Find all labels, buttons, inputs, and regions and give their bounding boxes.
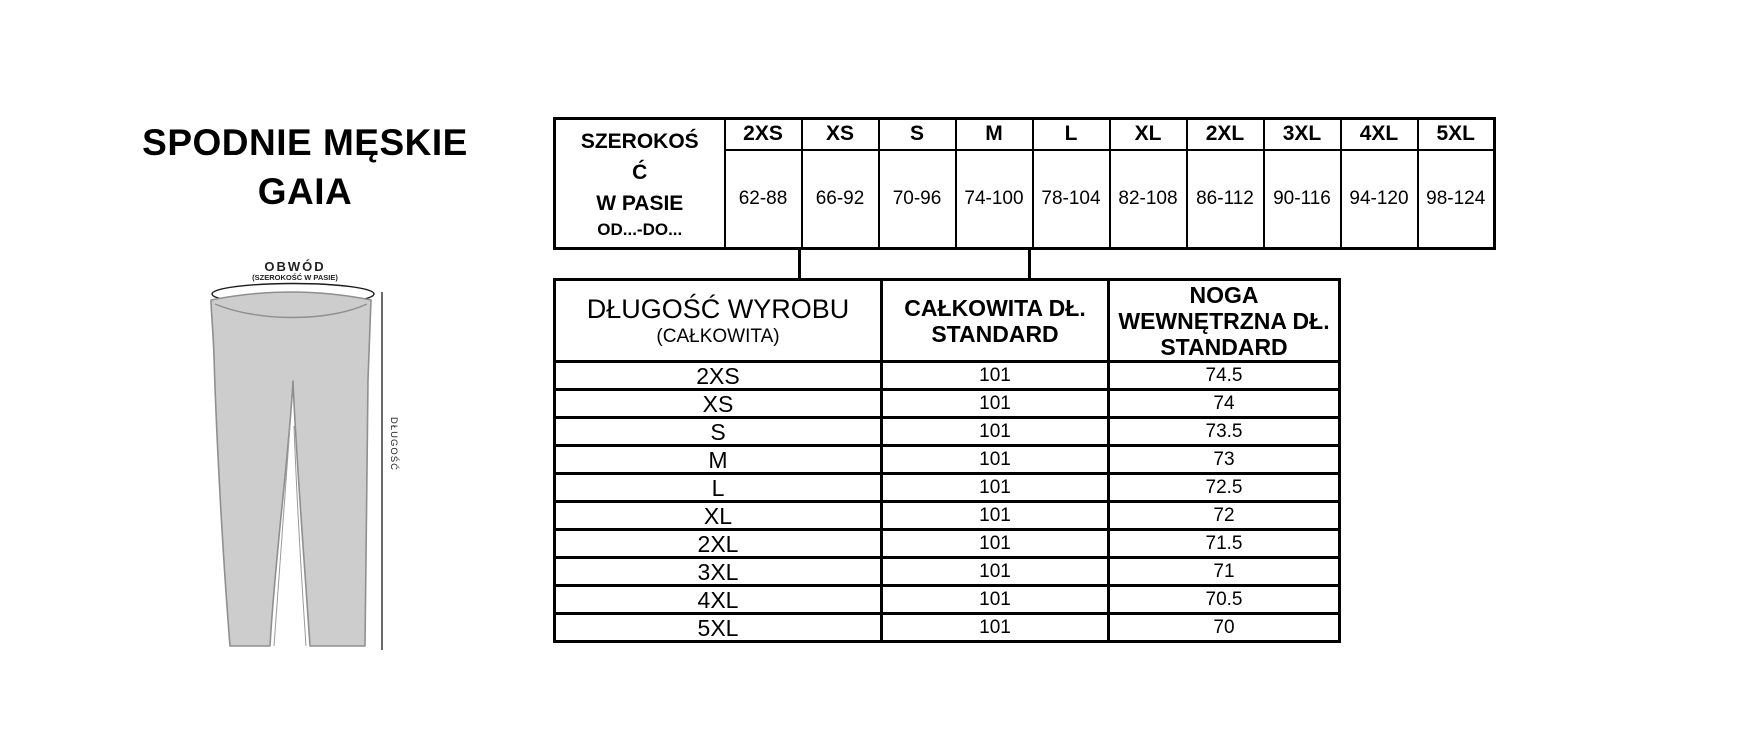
total-length-value: 101	[882, 586, 1109, 614]
size-label: M	[956, 119, 1033, 150]
waist-range-cell: 62-88	[725, 150, 802, 249]
length-table	[553, 278, 1341, 643]
inner-leg-header-line1: NOGA	[1189, 281, 1259, 308]
pants-diagram	[178, 246, 410, 666]
size-label: L	[1033, 119, 1110, 150]
waist-range-cell: 82-108	[1110, 150, 1187, 249]
row-size-label: 4XL	[555, 586, 882, 614]
table-row	[555, 530, 1340, 558]
waist-range-cell: 98-124	[1418, 150, 1495, 249]
total-length-header-cell	[882, 280, 1109, 362]
waist-range-cell: 90-116	[1264, 150, 1341, 249]
pants-shape	[211, 292, 371, 646]
row-size-label: 3XL	[555, 558, 882, 586]
inner-leg-header-line3: STANDARD	[1160, 333, 1288, 360]
table-row	[555, 558, 1340, 586]
waist-header-line1: SZEROKOŚ	[580, 130, 699, 153]
inner-leg-header-cell	[1109, 280, 1340, 362]
size-label: 4XL	[1341, 119, 1418, 150]
table-row	[555, 586, 1340, 614]
total-length-value: 101	[882, 614, 1109, 642]
length-table-header-row	[555, 280, 1340, 362]
total-length-value: 101	[882, 474, 1109, 502]
waist-range-cell: 78-104	[1033, 150, 1110, 249]
inner-leg-value: 73.5	[1109, 418, 1340, 446]
size-label: XS	[802, 119, 879, 150]
product-length-header-cell	[555, 280, 882, 362]
waist-header-line2: Ć	[632, 161, 648, 184]
row-size-label: 2XL	[555, 530, 882, 558]
table-row	[555, 418, 1340, 446]
waist-header-line4: OD...-DO...	[597, 220, 683, 239]
product-length-header-line1: DŁUGOŚĆ WYROBU	[586, 293, 850, 324]
total-length-value: 101	[882, 418, 1109, 446]
waist-circumference-label: OBWÓD	[264, 259, 326, 274]
waist-circumference-sublabel: (SZEROKOŚĆ W PASIE)	[252, 273, 338, 282]
table-row	[555, 390, 1340, 418]
table-row	[555, 474, 1340, 502]
inner-leg-value: 70.5	[1109, 586, 1340, 614]
inner-leg-value: 72.5	[1109, 474, 1340, 502]
total-length-value: 101	[882, 446, 1109, 474]
total-length-header-line2: STANDARD	[931, 320, 1059, 347]
size-label: 3XL	[1264, 119, 1341, 150]
size-header-row	[555, 119, 1495, 150]
row-size-label: M	[555, 446, 882, 474]
page-title-line1: SPODNIE MĘSKIE	[142, 122, 468, 163]
inner-leg-value: 71	[1109, 558, 1340, 586]
waist-size-table	[553, 117, 1496, 250]
page-title-line2: GAIA	[257, 171, 353, 212]
inner-leg-value: 72	[1109, 502, 1340, 530]
total-length-value: 101	[882, 390, 1109, 418]
table-row	[555, 502, 1340, 530]
waist-range-cell: 66-92	[802, 150, 879, 249]
row-size-label: L	[555, 474, 882, 502]
table-row	[555, 614, 1340, 642]
length-label: DŁUGOŚĆ	[388, 417, 399, 471]
table-row	[555, 446, 1340, 474]
table-row	[555, 362, 1340, 390]
size-label: S	[879, 119, 956, 150]
size-label: XL	[1110, 119, 1187, 150]
page-title	[100, 118, 510, 216]
total-length-value: 101	[882, 362, 1109, 390]
row-size-label: S	[555, 418, 882, 446]
size-label: 5XL	[1418, 119, 1495, 150]
inner-leg-value: 70	[1109, 614, 1340, 642]
row-size-label: XL	[555, 502, 882, 530]
inner-leg-value: 71.5	[1109, 530, 1340, 558]
total-length-header-line1: CAŁKOWITA DŁ.	[904, 294, 1086, 321]
waist-range-cell: 74-100	[956, 150, 1033, 249]
product-length-header-line2: (CAŁKOWITA)	[656, 325, 780, 347]
size-label: 2XS	[725, 119, 802, 150]
waist-range-cell: 70-96	[879, 150, 956, 249]
size-label: 2XL	[1187, 119, 1264, 150]
waist-range-cell: 94-120	[1341, 150, 1418, 249]
inner-leg-value: 74.5	[1109, 362, 1340, 390]
row-size-label: XS	[555, 390, 882, 418]
total-length-value: 101	[882, 502, 1109, 530]
waist-header-line3: W PASIE	[596, 192, 684, 215]
inner-leg-value: 73	[1109, 446, 1340, 474]
waist-range-cell: 86-112	[1187, 150, 1264, 249]
total-length-value: 101	[882, 558, 1109, 586]
waist-width-header-cell	[555, 119, 725, 249]
row-size-label: 5XL	[555, 614, 882, 642]
total-length-value: 101	[882, 530, 1109, 558]
inner-leg-value: 74	[1109, 390, 1340, 418]
row-size-label: 2XS	[555, 362, 882, 390]
inner-leg-header-line2: WEWNĘTRZNA DŁ.	[1118, 307, 1330, 334]
